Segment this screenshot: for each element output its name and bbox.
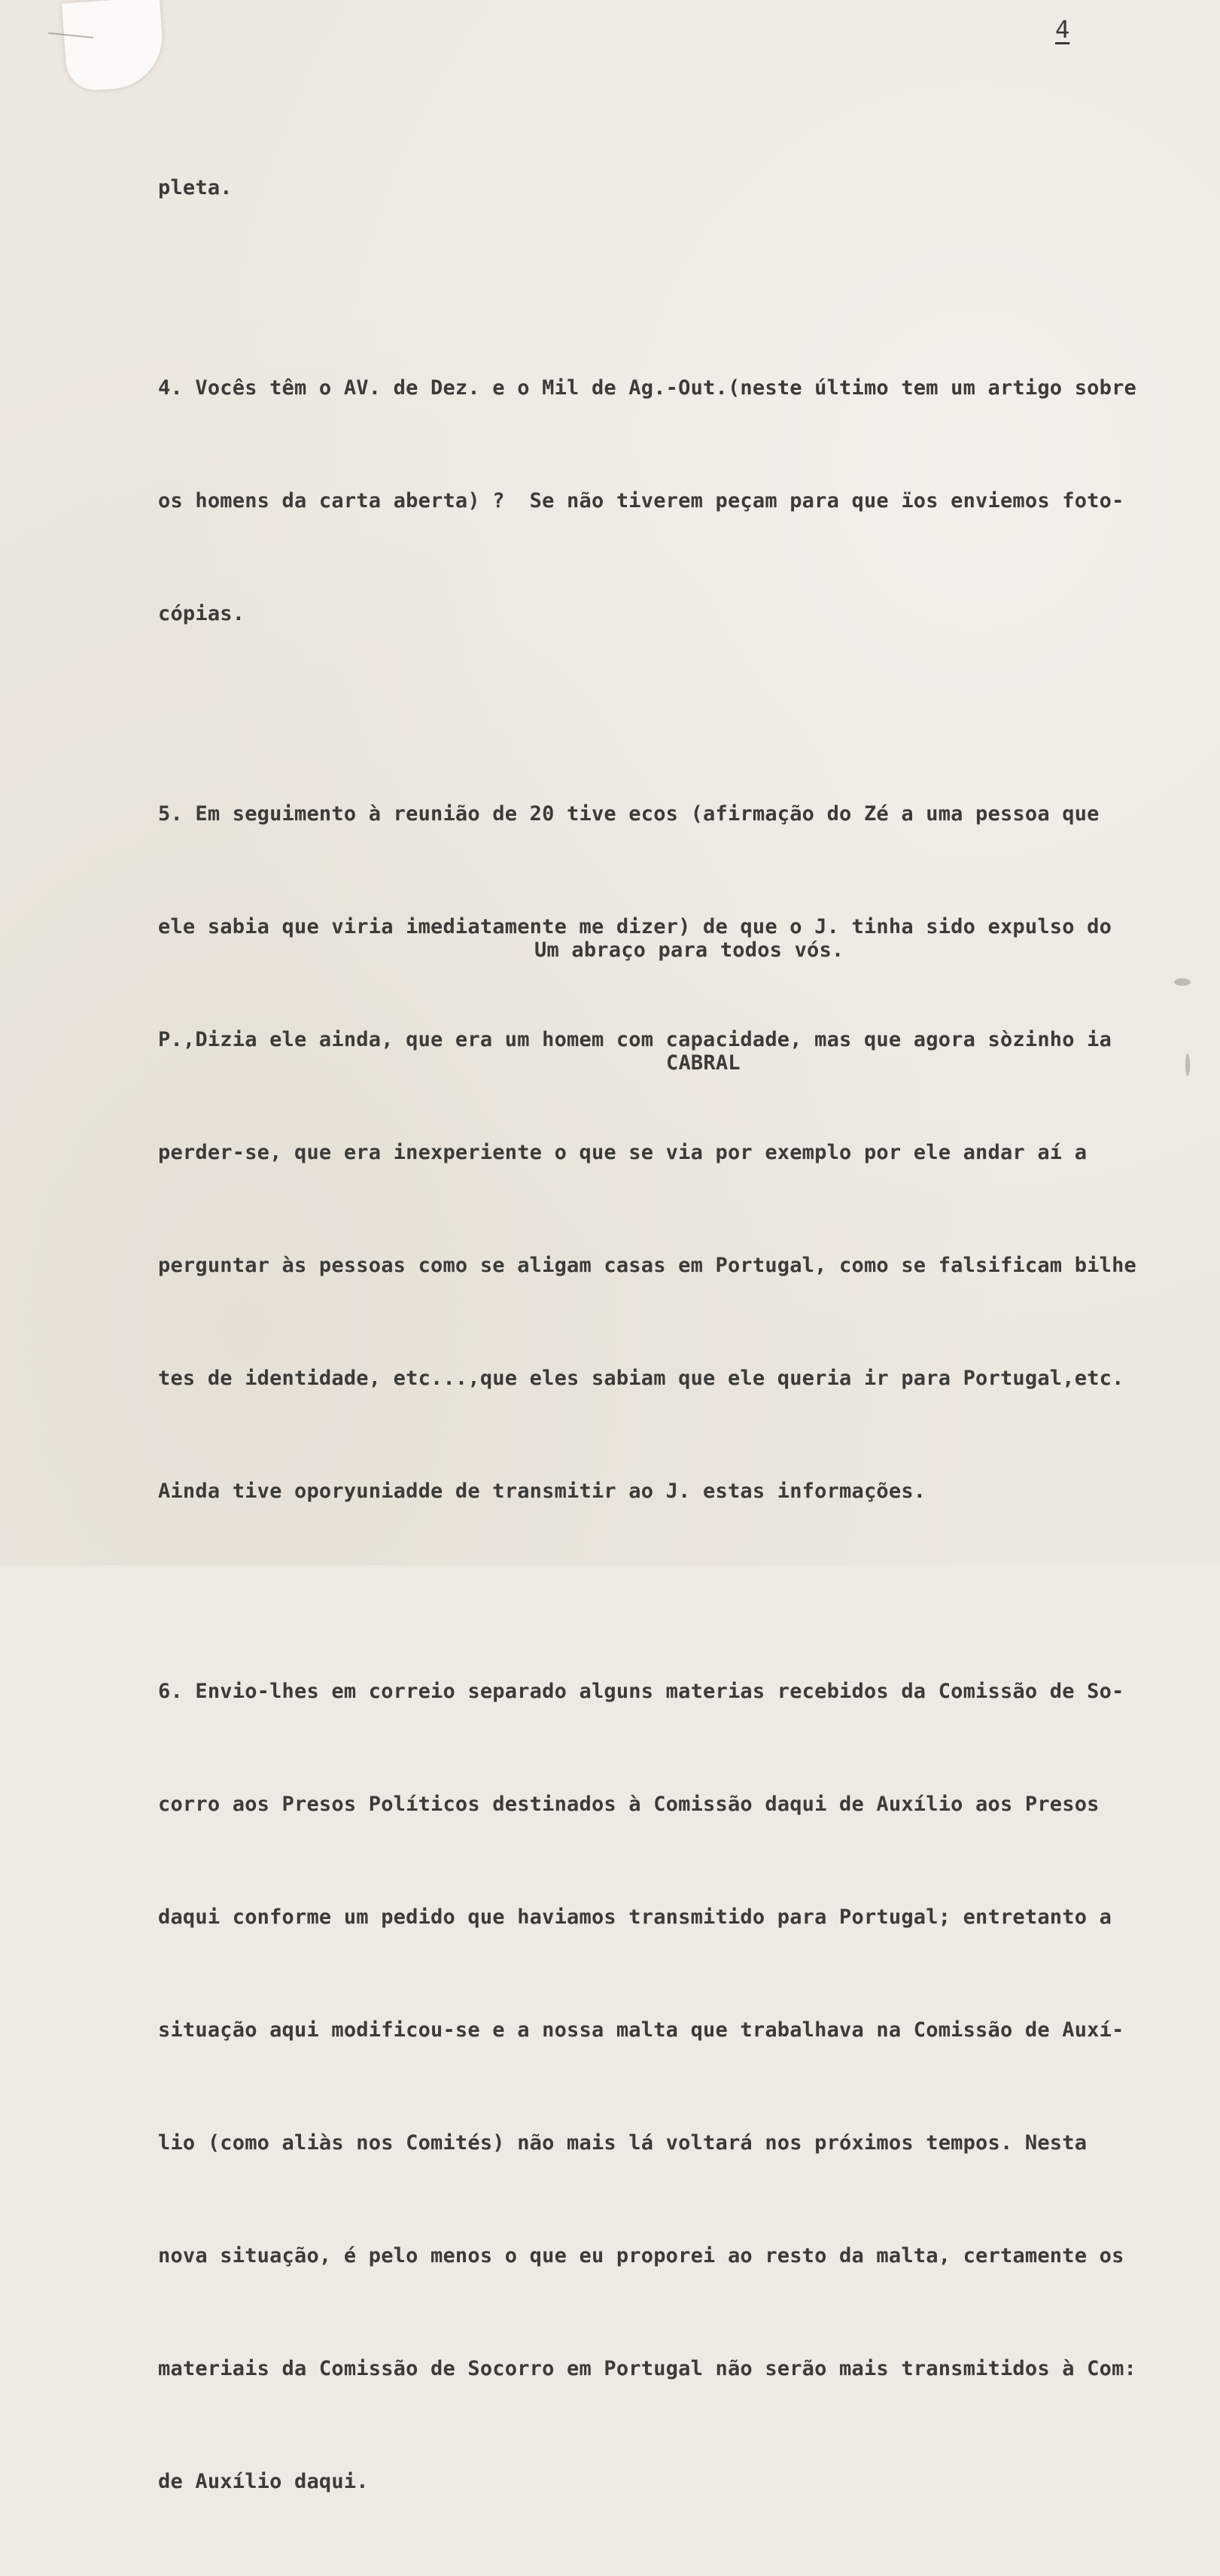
text-line: 6. Envio-lhes em correio separado alguns materias recebidos da Comissão de So- bbox=[158, 1680, 1124, 1703]
paragraph-gap bbox=[158, 1586, 1136, 1598]
text-line: cópias. bbox=[158, 602, 245, 625]
text-line: Ainda tive oporyuniadde de transmitir ao J. estas informações. bbox=[158, 1480, 926, 1503]
paragraph-gap bbox=[158, 708, 1136, 720]
text-line: tes de identidade, etc...,que eles sabiam que ele queria ir para Portugal,etc. bbox=[158, 1367, 1124, 1390]
text-line: P.,Dizia ele ainda, que era um homem com capacidade, mas que agora sòzinho ia bbox=[158, 1028, 1112, 1051]
text-line: nova situação, é pelo menos o que eu proporei ao resto da malta, certamente os bbox=[158, 2244, 1124, 2267]
ink-smudge bbox=[1185, 1054, 1190, 1076]
text-line: lio (como aliàs nos Comités) não mais lá voltará nos próximos tempos. Nesta bbox=[158, 2131, 1088, 2155]
text-line: perder-se, que era inexperiente o que se via por exemplo por ele andar aí a bbox=[158, 1141, 1088, 1164]
text-line: corro aos Presos Políticos destinados à Comissão daqui de Auxílio aos Presos bbox=[158, 1793, 1100, 1816]
text-line: pleta. bbox=[158, 176, 233, 199]
letter-body bbox=[158, 94, 1136, 2576]
text-line: daqui conforme um pedido que haviamos transmitido para Portugal; entretanto a bbox=[158, 1905, 1112, 1929]
page-number: 4 bbox=[1055, 15, 1070, 44]
text-line: materiais da Comissão de Socorro em Portugal não serão mais transmitidos à Com: bbox=[158, 2357, 1136, 2380]
text-line: situação aqui modificou-se e a nossa malta que trabalhava na Comissão de Auxí- bbox=[158, 2018, 1124, 2042]
text-line: ele sabia que viria imediatamente me dizer) de que o J. tinha sido expulso do bbox=[158, 915, 1112, 938]
text-line: 4. Vocês têm o AV. de Dez. e o Mil de Ag.-Out.(neste último tem um artigo sobre bbox=[158, 376, 1136, 400]
text-line: perguntar às pessoas como se aligam casas em Portugal, como se falsificam bilhe bbox=[158, 1254, 1136, 1277]
ink-smudge bbox=[1174, 978, 1191, 986]
paragraph-gap bbox=[158, 282, 1136, 294]
signature: CABRAL bbox=[666, 1051, 741, 1075]
text-line: os homens da carta aberta) ? Se não tiverem peçam para que ïos enviemos foto- bbox=[158, 489, 1124, 512]
torn-corner bbox=[62, 0, 166, 92]
text-line: de Auxílio daqui. bbox=[158, 2470, 369, 2493]
closing-line: Um abraço para todos vós. bbox=[534, 938, 844, 962]
letter-closing bbox=[534, 856, 844, 1157]
text-line: 5. Em seguimento à reunião de 20 tive ecos (afirmação do Zé a uma pessoa que bbox=[158, 802, 1100, 826]
